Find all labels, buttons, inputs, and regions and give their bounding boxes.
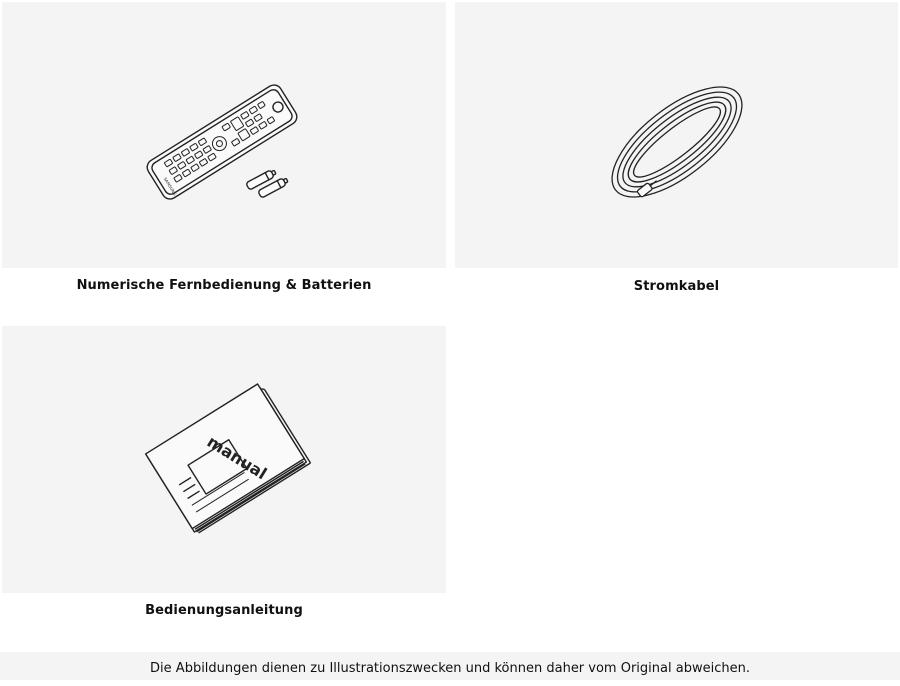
manual-cover-text: manual	[203, 431, 271, 484]
remote-brand-text: SAMSUNG	[162, 176, 178, 197]
manual-tile	[2, 326, 446, 593]
power-cable-icon	[455, 2, 898, 268]
remote-control-with-batteries-icon	[2, 2, 446, 268]
power-cable-caption: Stromkabel	[633, 279, 720, 294]
remote-control-tile	[2, 2, 446, 268]
remote-control-caption: Numerische Fernbedienung & Batterien	[76, 278, 372, 293]
manual-caption: Bedienungsanleitung	[145, 603, 303, 618]
power-cable-tile	[455, 2, 898, 268]
manual-booklet-icon	[2, 326, 446, 593]
disclaimer-footer: Die Abbildungen dienen zu Illustrationszwecken und können daher vom Original abweichen.	[0, 652, 900, 680]
